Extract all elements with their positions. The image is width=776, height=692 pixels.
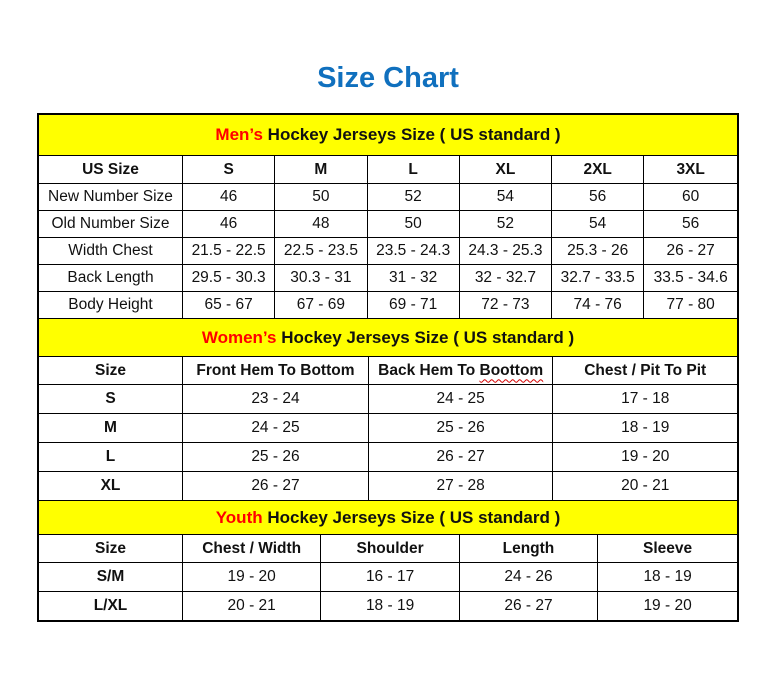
womens-row-label: M xyxy=(39,414,183,443)
mens-cell-value: 67 - 69 xyxy=(275,292,367,319)
womens-banner xyxy=(39,319,738,357)
womens-cell-value: 23 - 24 xyxy=(182,385,368,414)
youth-cell-value: 20 - 21 xyxy=(182,592,320,621)
womens-cell-value: 27 - 28 xyxy=(368,472,553,501)
mens-column-header: XL xyxy=(459,156,551,184)
mens-cell-value: 50 xyxy=(367,211,459,238)
mens-cell-value: 21.5 - 22.5 xyxy=(182,238,274,265)
youth-table-row xyxy=(39,563,738,592)
mens-banner-highlight: Men’s xyxy=(215,125,263,144)
misspelled-word: Boottom xyxy=(479,361,544,379)
youth-header-row xyxy=(39,535,738,563)
mens-row-label: Old Number Size xyxy=(39,211,183,238)
mens-cell-value: 29.5 - 30.3 xyxy=(182,265,274,292)
mens-cell-value: 52 xyxy=(367,184,459,211)
youth-column-header: Sleeve xyxy=(598,535,738,563)
size-chart-page xyxy=(0,60,776,692)
youth-cell-value: 24 - 26 xyxy=(459,563,597,592)
youth-size-table xyxy=(38,500,738,621)
youth-column-header: Shoulder xyxy=(321,535,459,563)
mens-cell-value: 65 - 67 xyxy=(182,292,274,319)
mens-row-label: Width Chest xyxy=(39,238,183,265)
mens-cell-value: 50 xyxy=(275,184,367,211)
mens-cell-value: 25.3 - 26 xyxy=(552,238,644,265)
youth-banner-text: Hockey Jerseys Size ( US standard ) xyxy=(262,507,561,527)
womens-row-label: L xyxy=(39,443,183,472)
mens-banner-row xyxy=(39,115,738,156)
womens-cell-value: 25 - 26 xyxy=(182,443,368,472)
mens-banner xyxy=(39,115,738,156)
mens-cell-value: 46 xyxy=(182,211,274,238)
mens-cell-value: 74 - 76 xyxy=(552,292,644,319)
mens-cell-value: 77 - 80 xyxy=(644,292,738,319)
youth-cell-value: 18 - 19 xyxy=(321,592,459,621)
youth-cell-value: 26 - 27 xyxy=(459,592,597,621)
size-tables-container xyxy=(37,113,739,622)
mens-cell-value: 54 xyxy=(459,184,551,211)
mens-row-label: Body Height xyxy=(39,292,183,319)
mens-header-row xyxy=(39,156,738,184)
womens-cell-value: 25 - 26 xyxy=(368,414,553,443)
womens-column-header: Back Hem To Boottom xyxy=(368,357,553,385)
mens-column-header: S xyxy=(182,156,274,184)
youth-cell-value: 19 - 20 xyxy=(182,563,320,592)
mens-column-header: L xyxy=(367,156,459,184)
youth-row-label: L/XL xyxy=(39,592,183,621)
womens-cell-value: 19 - 20 xyxy=(553,443,738,472)
mens-cell-value: 32.7 - 33.5 xyxy=(552,265,644,292)
youth-banner xyxy=(39,501,738,535)
mens-cell-value: 26 - 27 xyxy=(644,238,738,265)
mens-cell-value: 30.3 - 31 xyxy=(275,265,367,292)
mens-cell-value: 22.5 - 23.5 xyxy=(275,238,367,265)
mens-table-row xyxy=(39,211,738,238)
youth-column-header: Length xyxy=(459,535,597,563)
mens-cell-value: 56 xyxy=(644,211,738,238)
youth-cell-value: 18 - 19 xyxy=(598,563,738,592)
mens-cell-value: 23.5 - 24.3 xyxy=(367,238,459,265)
mens-table-row xyxy=(39,292,738,319)
mens-size-table xyxy=(38,114,738,319)
womens-row-label: XL xyxy=(39,472,183,501)
mens-cell-value: 48 xyxy=(275,211,367,238)
womens-cell-value: 20 - 21 xyxy=(553,472,738,501)
womens-cell-value: 17 - 18 xyxy=(553,385,738,414)
youth-cell-value: 16 - 17 xyxy=(321,563,459,592)
mens-cell-value: 46 xyxy=(182,184,274,211)
womens-table-row xyxy=(39,385,738,414)
mens-cell-value: 33.5 - 34.6 xyxy=(644,265,738,292)
mens-cell-value: 31 - 32 xyxy=(367,265,459,292)
mens-table-row xyxy=(39,265,738,292)
mens-table-row xyxy=(39,238,738,265)
page-title: Size Chart xyxy=(317,62,459,94)
youth-banner-row xyxy=(39,501,738,535)
youth-table-row xyxy=(39,592,738,621)
mens-column-header: 3XL xyxy=(644,156,738,184)
womens-column-header: Size xyxy=(39,357,183,385)
youth-row-label: S/M xyxy=(39,563,183,592)
womens-cell-value: 24 - 25 xyxy=(368,385,553,414)
womens-banner-highlight: Women’s xyxy=(201,327,277,347)
youth-banner-highlight: Youth xyxy=(215,507,263,527)
mens-row-label: Back Length xyxy=(39,265,183,292)
womens-row-label: S xyxy=(39,385,183,414)
youth-column-header: Size xyxy=(39,535,183,563)
womens-cell-value: 26 - 27 xyxy=(368,443,553,472)
womens-cell-value: 26 - 27 xyxy=(182,472,368,501)
mens-column-header: M xyxy=(275,156,367,184)
womens-table-row xyxy=(39,443,738,472)
womens-table-row xyxy=(39,414,738,443)
mens-row-label: New Number Size xyxy=(39,184,183,211)
youth-cell-value: 19 - 20 xyxy=(598,592,738,621)
womens-header-row xyxy=(39,357,738,385)
mens-column-header: US Size xyxy=(39,156,183,184)
mens-table-row xyxy=(39,184,738,211)
womens-banner-row xyxy=(39,319,738,357)
womens-size-table xyxy=(38,318,738,501)
womens-column-header: Front Hem To Bottom xyxy=(182,357,368,385)
womens-banner-text: Hockey Jerseys Size ( US standard ) xyxy=(276,327,575,347)
mens-cell-value: 32 - 32.7 xyxy=(459,265,551,292)
mens-cell-value: 72 - 73 xyxy=(459,292,551,319)
mens-banner-text: Hockey Jerseys Size ( US standard ) xyxy=(262,125,561,144)
mens-cell-value: 54 xyxy=(552,211,644,238)
womens-table-row xyxy=(39,472,738,501)
womens-cell-value: 18 - 19 xyxy=(553,414,738,443)
mens-cell-value: 52 xyxy=(459,211,551,238)
womens-cell-value: 24 - 25 xyxy=(182,414,368,443)
mens-cell-value: 60 xyxy=(644,184,738,211)
mens-cell-value: 24.3 - 25.3 xyxy=(459,238,551,265)
womens-column-header: Chest / Pit To Pit xyxy=(553,357,738,385)
mens-cell-value: 56 xyxy=(552,184,644,211)
mens-column-header: 2XL xyxy=(552,156,644,184)
youth-column-header: Chest / Width xyxy=(182,535,320,563)
mens-cell-value: 69 - 71 xyxy=(367,292,459,319)
